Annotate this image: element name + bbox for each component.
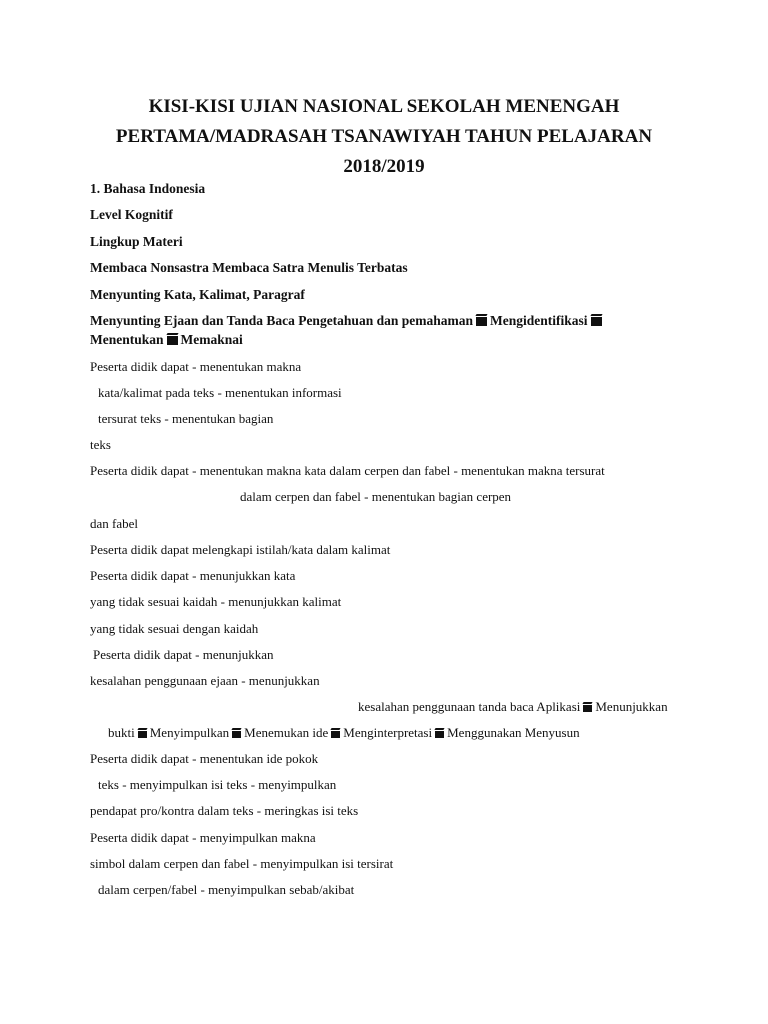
line-14-b: Menunjukkan	[595, 699, 668, 714]
text-line	[358, 699, 668, 715]
text-line: pendapat pro/kontra dalam teks - meringkas isi teks	[90, 803, 359, 818]
heading-subject: 1. Bahasa Indonesia	[90, 181, 206, 196]
line-14-a: kesalahan penggunaan tanda baca Aplikasi	[358, 699, 581, 714]
clapperboard-icon	[232, 731, 241, 738]
text-line: Peserta didik dapat - menyimpulkan makna	[90, 830, 316, 845]
line-15-b: Menyimpulkan	[149, 725, 230, 740]
text-line: kata/kalimat pada teks - menentukan informasi	[98, 385, 342, 400]
clapperboard-icon	[583, 705, 592, 712]
text-line: simbol dalam cerpen dan fabel - menyimpulkan isi tersirat	[90, 856, 394, 871]
title-line-2: PERTAMA/MADRASAH TSANAWIYAH TAHUN PELAJARAN	[115, 126, 653, 147]
clapperboard-icon	[331, 731, 340, 738]
line-15-d: Menginterpretasi	[343, 725, 433, 740]
line-15-e: Menggunakan Menyusun	[447, 725, 580, 740]
clapperboard-icon	[435, 731, 444, 738]
text-line: dalam cerpen/fabel - menyimpulkan sebab/akibat	[98, 882, 355, 897]
clapperboard-icon	[591, 317, 602, 326]
text-line: Peserta didik dapat - menentukan ide pokok	[90, 751, 319, 766]
line-15-a: bukti	[108, 725, 135, 740]
document-title	[60, 92, 708, 182]
text-line: teks	[90, 437, 111, 452]
clapperboard-icon	[476, 317, 487, 326]
text-line: Peserta didik dapat - menentukan makna kata dalam cerpen dan fabel - menentukan makna tersurat	[90, 463, 605, 478]
text-line: teks - menyimpulkan isi teks - menyimpulkan	[98, 777, 337, 792]
spelling-text-a: Menyunting Ejaan dan Tanda Baca Pengetahuan dan pemahaman	[90, 313, 473, 328]
clapperboard-icon	[167, 336, 178, 345]
spelling-text-d: Memaknai	[180, 332, 243, 347]
text-line: dalam cerpen dan fabel - menentukan bagian cerpen	[240, 489, 512, 504]
text-line: Peserta didik dapat - menentukan makna	[90, 359, 302, 374]
title-line-1: KISI-KISI UJIAN NASIONAL SEKOLAH MENENGAH	[148, 96, 620, 117]
text-line: tersurat teks - menentukan bagian	[98, 411, 274, 426]
text-line: Peserta didik dapat - menunjukkan kata	[90, 568, 296, 583]
heading-level: Level Kognitif	[90, 207, 173, 222]
heading-editing: Menyunting Kata, Kalimat, Paragraf	[90, 287, 305, 302]
spelling-text-b: Mengidentifikasi	[489, 313, 588, 328]
heading-spelling	[90, 313, 605, 329]
text-line: yang tidak sesuai dengan kaidah	[90, 621, 259, 636]
text-line	[108, 725, 580, 741]
spelling-text-c: Menentukan	[90, 332, 164, 347]
line-15-c: Menemukan ide	[244, 725, 329, 740]
title-line-3: 2018/2019	[343, 156, 425, 177]
text-line: dan fabel	[90, 516, 139, 531]
clapperboard-icon	[138, 731, 147, 738]
heading-spelling-cont	[90, 332, 243, 348]
heading-materials: Membaca Nonsastra Membaca Satra Menulis Terbatas	[90, 260, 408, 275]
text-line: Peserta didik dapat melengkapi istilah/kata dalam kalimat	[90, 542, 391, 557]
text-line: yang tidak sesuai kaidah - menunjukkan kalimat	[90, 594, 342, 609]
text-line: Peserta didik dapat - menunjukkan	[93, 647, 274, 662]
heading-scope: Lingkup Materi	[90, 234, 183, 249]
text-line: kesalahan penggunaan ejaan - menunjukkan	[90, 673, 320, 688]
